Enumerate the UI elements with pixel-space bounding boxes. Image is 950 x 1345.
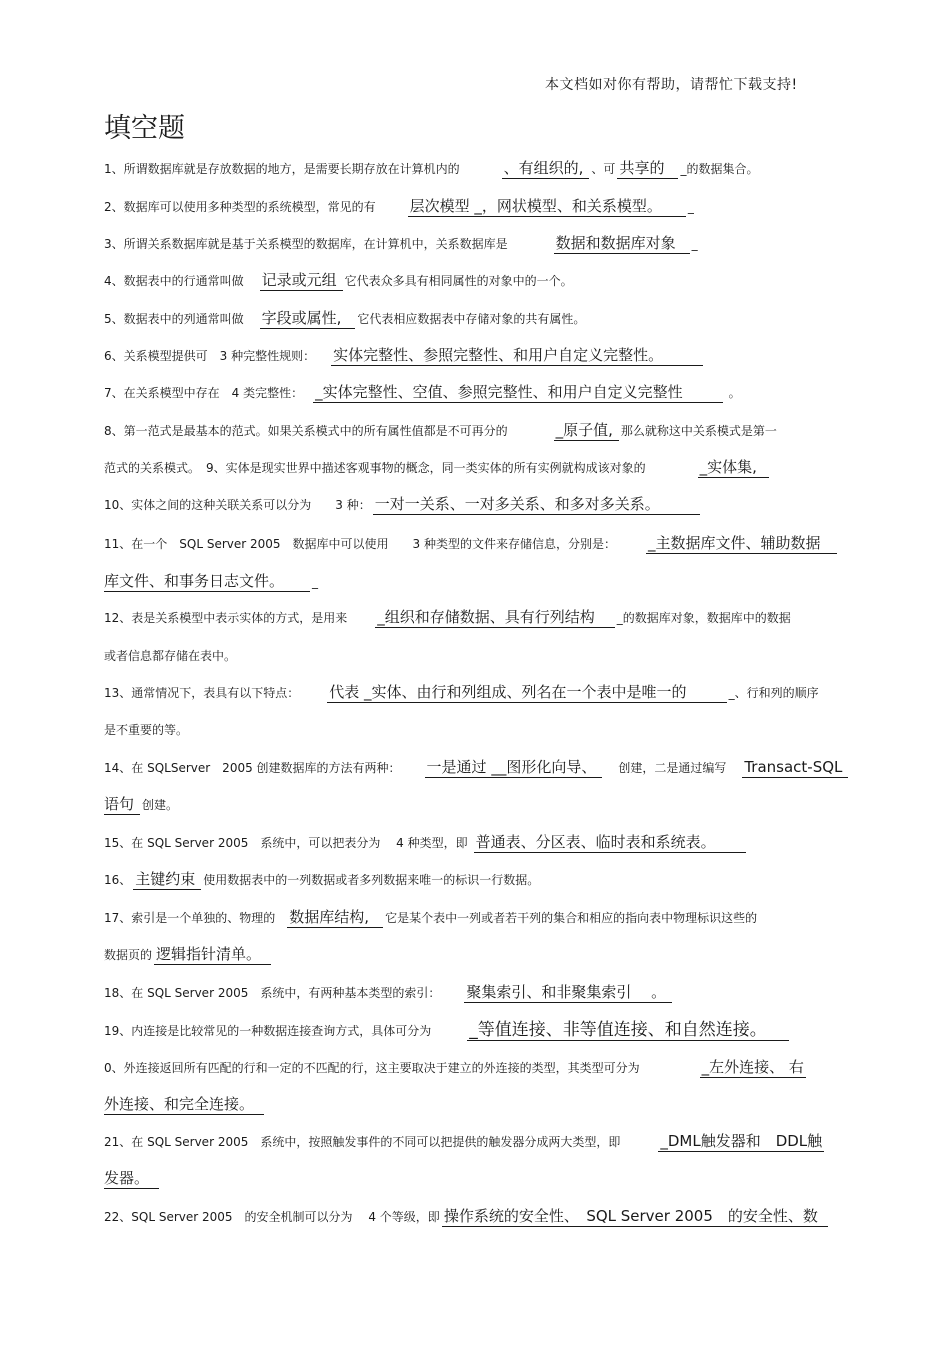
answer-blank: 语句 [104,795,140,815]
answer-blank: 字段或属性, [260,309,356,329]
question-21-cont [104,1168,846,1190]
answer-blank: _实体集, [698,458,769,478]
answer-blank: 代表 _实体、由行和列组成、列名在一个表中是唯一的 [327,683,726,703]
answer-blank: _组织和存储数据、具有行列结构 [375,608,615,628]
question-text: 3、所谓关系数据库就是基于关系模型的数据库，在计算机中，关系数据库是 [104,237,508,251]
answer-blank: 库文件、和事务日志文件。 [104,572,310,592]
question-10 [104,494,846,516]
question-text: 0、外连接返回所有匹配的行和一定的不匹配的行，这主要取决于建立的外连接的类型，其类型可分为 [104,1061,640,1075]
question-text: _的数据集合。 [680,162,759,176]
question-text: 12、表是关系模型中表示实体的方式，是用来 [104,611,348,625]
answer-blank: _原子值, [554,421,619,441]
question-text: 范式的关系模式。 9、实体是现实世界中描述客观事物的概念，同一类实体的所有实例就构成该对象的 [104,461,646,475]
question-14 [104,757,846,779]
answer-blank: _左外连接、 右 [701,1058,804,1076]
question-text: 它代表众多具有相同属性的对象中的一个。 [344,274,573,288]
answer-blank: _主数据库文件、辅助数据 [646,534,837,554]
question-text: _ [687,200,694,214]
question-11 [104,533,846,555]
question-text: 、可 [591,162,616,176]
answer-blank: 一是通过 __图形化向导、 [425,758,603,778]
answer-blank: 发器。 [104,1169,159,1189]
question-17 [104,907,846,929]
question-16 [104,869,846,891]
question-12-cont [104,645,846,667]
question-text: 使用数据表中的一列数据或者多列数据来唯一的标识一行数据。 [203,873,540,887]
question-20-cont [104,1094,846,1116]
page-title: 填空题 [104,113,185,144]
question-text: 或者信息都存储在表中。 [104,649,237,663]
question-text: 它是某个表中一列或者若干列的集合和相应的指向表中物理标识这些的 [385,911,758,925]
answer-blank: 一对一关系、一对多关系、和多对多关系。 [373,495,700,515]
answer-blank: 、有组织的, [502,159,590,179]
answer-blank: Transact-SQL [742,758,848,778]
question-21 [104,1131,846,1153]
question-text: 5、数据表中的列通常叫做 [104,312,244,326]
question-text: 6、关系模型提供可 3 种完整性规则： [104,349,316,363]
question-text: 创建。 [142,798,179,812]
question-15 [104,832,846,854]
question-text: _ [312,575,319,589]
answer-blank: 数据库结构, [287,908,383,928]
question-text: 17、索引是一个单独的、物理的 [104,911,276,925]
answer-blank: _实体完整性、空值、参照完整性、和用户自定义完整性 [313,383,723,403]
question-text: 14、在 SQLServer 2005 创建数据库的方法有两种： [104,761,401,775]
question-8 [104,420,846,442]
question-22 [104,1206,846,1228]
question-text: 那么就称这中关系模式是第一 [620,424,777,438]
question-20 [104,1057,846,1079]
question-text: _、行和列的顺序 [728,686,819,700]
question-12 [104,607,846,629]
answer-blank: 逻辑指针清单。 [154,945,271,965]
question-text: 创建，二是通过编写 [618,761,727,775]
question-text: 10、实体之间的这种关联关系可以分为 3 种： [104,498,371,512]
question-text: 13、通常情况下，表具有以下特点： [104,686,300,700]
question-2 [104,196,846,218]
question-text: 22、SQL Server 2005 的安全机制可以分为 4 个等级，即 [104,1210,440,1224]
question-text: _的数据库对象，数据库中的数据 [616,611,791,625]
answer-blank: 操作系统的安全性、 SQL Server 2005 的安全性、数 [442,1207,828,1227]
question-6 [104,345,846,367]
question-text: 1、所谓数据库就是存放数据的地方，是需要长期存放在计算机内的 [104,162,460,176]
question-text: 是不重要的等。 [104,723,189,737]
header-note: 本文档如对你有帮助，请帮忙下载支持! [545,77,798,93]
question-1 [104,158,846,180]
question-4 [104,270,846,292]
answer-blank: 主键约束 [133,870,201,890]
question-text: 21、在 SQL Server 2005 系统中，按照触发事件的不同可以把提供的触发器分成两大类型，即 [104,1135,621,1149]
answer-blank: 数据和数据库对象 [554,234,690,254]
question-text: 数据页的 [104,948,153,962]
question-19 [104,1020,846,1042]
answer-blank: _等值连接、非等值连接、和自然连接。 [467,1021,789,1041]
question-18 [104,982,846,1004]
question-5 [104,308,846,330]
answer-blank: 共享的 [617,159,678,179]
question-13 [104,682,846,704]
answer-blank: 普通表、分区表、临时表和系统表。 [474,833,746,853]
question-text: 11、在一个 SQL Server 2005 数据库中可以使用 3 种类型的文件来存储信息，分别是： [104,537,616,551]
question-11-cont [104,571,846,593]
question-text: 19、内连接是比较常见的一种数据连接查询方式，具体可分为 [104,1024,432,1038]
answer-blank: 聚集索引、和非聚集索引 。 [464,983,672,1003]
question-17-cont [104,944,846,966]
question-text: _ [691,237,698,251]
question-text: 16、 [104,873,132,887]
answer-blank: 外连接、和完全连接。 [104,1095,264,1115]
answer-blank: 层次模型 _，网状模型、和关系模型。 [408,197,686,217]
question-14-cont [104,794,846,816]
question-text: 18、在 SQL Server 2005 系统中，有两种基本类型的索引： [104,986,441,1000]
question-text: 7、在关系模型中存在 4 类完整性： [104,386,304,400]
answer-blank: 实体完整性、参照完整性、和用户自定义完整性。 [331,346,703,366]
question-text: 4、数据表中的行通常叫做 [104,274,244,288]
question-8-9 [104,457,846,479]
question-text: 。 [728,386,741,400]
question-text: 它代表相应数据表中存储对象的共有属性。 [357,312,586,326]
answer-blank: 记录或元组 [260,271,343,291]
question-text: 15、在 SQL Server 2005 系统中，可以把表分为 4 种类型，即 [104,836,468,850]
question-3 [104,233,846,255]
question-text: 2、数据库可以使用多种类型的系统模型，常见的有 [104,200,376,214]
question-text: 8、第一范式是最基本的范式。如果关系模式中的所有属性值都是不可再分的 [104,424,508,438]
question-7 [104,382,846,404]
answer-blank: _DML触发器和 DDL触 [660,1132,823,1150]
question-13-cont [104,719,846,741]
